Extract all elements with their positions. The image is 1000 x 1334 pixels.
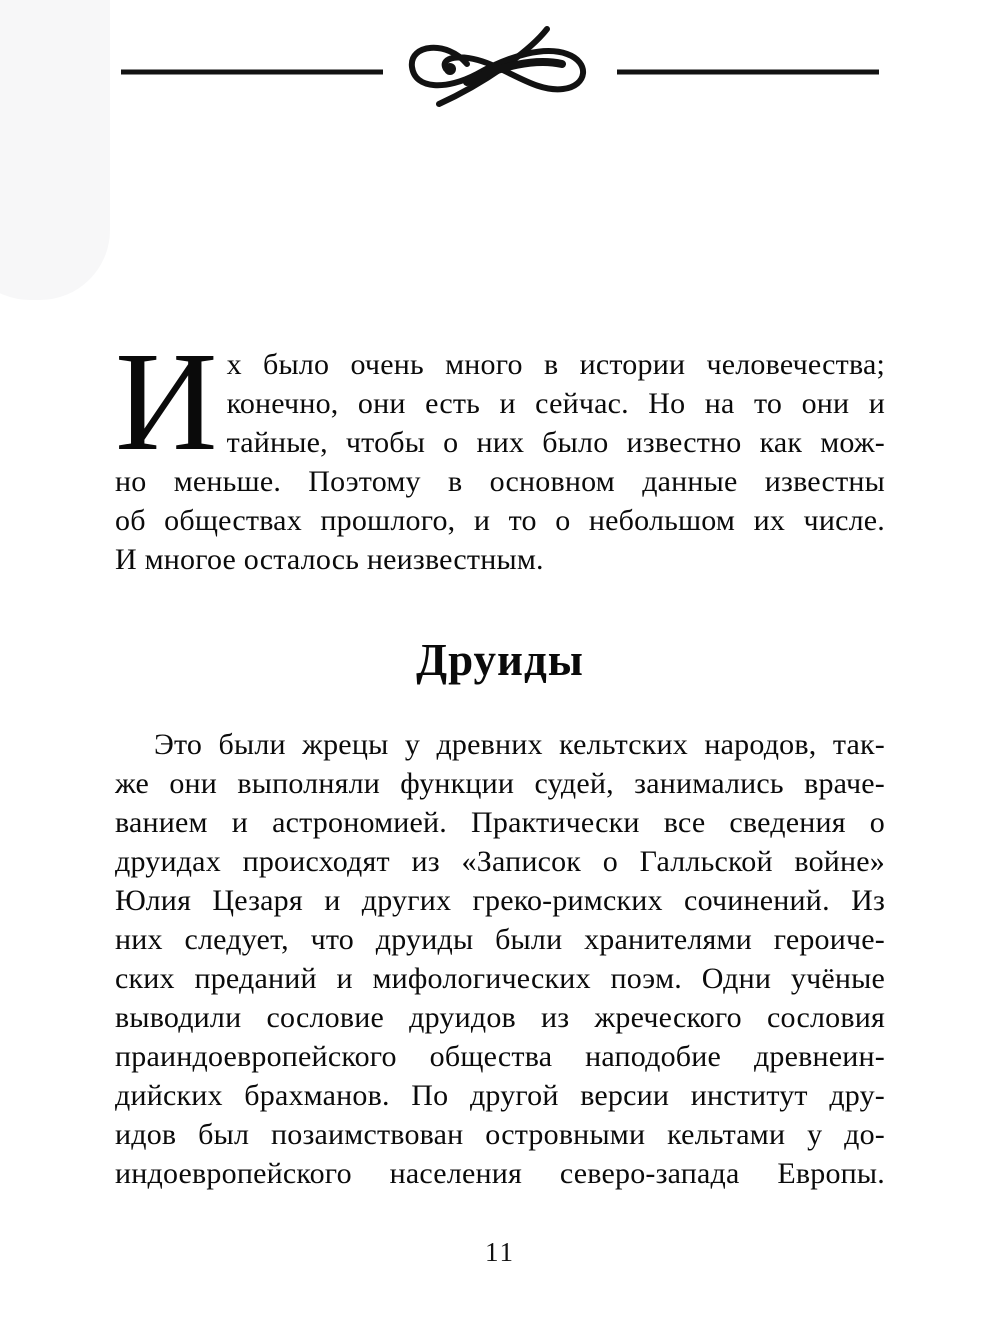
- text-line: но меньше. Поэтому в основном данные известны: [115, 465, 885, 498]
- flourish-divider-icon: [115, 24, 885, 120]
- text-line: же они выполняли функции судей, занимались враче-: [115, 767, 885, 800]
- page-number: 11: [485, 1237, 515, 1267]
- text-line: дийских брахманов. По другой версии институт дру-: [115, 1079, 885, 1112]
- text-line: конечно, они есть и сейчас. Но на то они и: [226, 387, 885, 420]
- text-line: тайные, чтобы о них было известно как мож-: [226, 426, 885, 459]
- text-line: х было очень много в истории человечества;: [226, 348, 885, 381]
- text-line: друидах происходят из «Записок о Галльской войне»: [115, 845, 885, 878]
- intro-paragraph: [115, 322, 885, 579]
- text-line: об обществах прошлого, и то о небольшом их числе.: [115, 504, 885, 537]
- text-line: выводили сословие друидов из жреческого сословия: [115, 1001, 885, 1034]
- text-line: Это были жрецы у древних кельтских народов, так-: [154, 728, 885, 761]
- text-line: ских преданий и мифологических поэм. Одни учёные: [115, 962, 885, 995]
- text-line: Юлия Цезаря и других греко-римских сочинений. Из: [115, 884, 885, 917]
- section-paragraph: [115, 725, 885, 1193]
- text-line: праиндоевропейского общества наподобие древнеин-: [115, 1040, 885, 1073]
- drop-cap: И: [115, 322, 218, 480]
- section-heading: Друиды: [416, 635, 584, 685]
- text-line: них следует, что друиды были хранителями героиче-: [115, 923, 885, 956]
- text-line: ванием и астрономией. Практически все сведения о: [115, 806, 885, 839]
- text-line: И многое осталось неизвестным.: [115, 543, 544, 576]
- text-line: индоевропейского населения северо-запада Европы.: [115, 1157, 885, 1190]
- text-line: идов был позаимствован островными кельтами у до-: [115, 1118, 885, 1151]
